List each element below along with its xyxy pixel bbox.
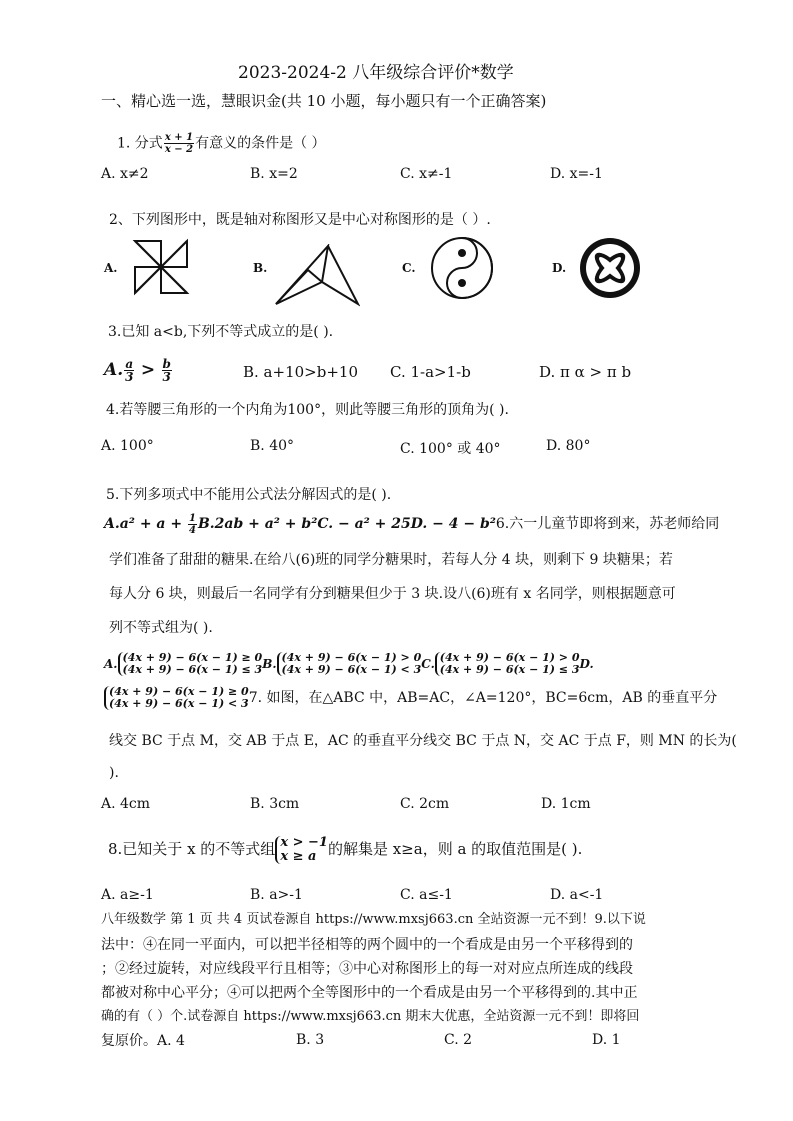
q3-option-a-operator: > xyxy=(140,360,156,380)
q1-fraction xyxy=(164,132,194,155)
q2-label-d: D. xyxy=(552,261,567,275)
q8-ineq-1: x > −1 xyxy=(280,835,328,850)
q6-option-d-label: D. xyxy=(579,657,594,671)
q5-fraction xyxy=(188,513,197,536)
question-5-stem: 5.下列多项式中不能用公式法分解因式的是( ). xyxy=(106,487,392,503)
section-heading: 一、精心选一选，慧眼识金(共 10 小题，每小题只有一个正确答案) xyxy=(101,92,547,110)
q1-option-b: B. x=2 xyxy=(250,166,298,182)
q4-option-b: B. 40° xyxy=(250,438,295,454)
q2-label-a: A. xyxy=(104,261,118,275)
q6-stem-line-4: 列不等式组为( ). xyxy=(109,620,213,636)
q8-suffix: 的解集是 x≥a，则 a 的取值范围是( ). xyxy=(327,840,583,858)
q3-fraction-a xyxy=(124,358,134,383)
question-4-stem: 4.若等腰三角形的一个内角为100°，则此等腰三角形的顶角为( ). xyxy=(106,402,509,418)
q4-option-c: C. 100° 或 40° xyxy=(400,441,501,457)
q1-prefix: 1. 分式 xyxy=(117,135,163,152)
q9-line-4: 都被对称中心平分；④可以把两个全等图形中的一个看成是由另一个平移得到的.其中正 xyxy=(101,985,638,1001)
q1-fraction-numerator: x + 1 xyxy=(164,132,194,143)
q6-option-d-and-q7-line xyxy=(104,685,717,711)
q6-option-d-ineq-2: (4x + 9) − 6(x − 1) < 3 xyxy=(109,697,249,710)
q8-prefix: 8.已知关于 x 的不等式组 xyxy=(108,840,276,858)
q7-stem-line-2: 线交 BC 于点 M，交 AB 于点 E，AC 的垂直平分线交 BC 于点 N，交 AC 于点 F，则 MN 的长为( xyxy=(109,733,737,749)
q4-option-d: D. 80° xyxy=(546,438,591,454)
q9-line-6: 复原价。A. 4 xyxy=(101,1033,185,1049)
q6-option-a-system xyxy=(118,652,263,676)
q7-stem-start: 7. 如图，在△ABC 中，AB=AC，∠A=120°，BC=6cm，AB 的垂直平分 xyxy=(248,690,718,706)
q5-option-a-expression: A.a² + a + xyxy=(104,516,187,532)
q9-option-b: B. 3 xyxy=(296,1032,325,1048)
q8-option-b: B. a>-1 xyxy=(250,887,303,903)
q6-option-b-label: B. xyxy=(262,657,277,671)
q6-stem-start: 6.六一儿童节即将到来，苏老师给同 xyxy=(495,516,720,532)
q2-label-b: B. xyxy=(253,261,268,275)
q6-stem-line-3: 每人分 6 块，则最后一名同学有分到糖果但少于 3 块.设八(6)班有 x 名同学，则根据题意可 xyxy=(109,586,676,602)
q6-option-a-ineq-2: (4x + 9) − 6(x − 1) ≤ 3 xyxy=(122,663,263,676)
q3-option-b: B. a+10>b+10 xyxy=(243,363,358,381)
q6-option-d-ineq-1: (4x + 9) − 6(x − 1) ≥ 0 xyxy=(109,685,249,698)
q8-ineq-2: x ≥ a xyxy=(280,849,317,864)
q6-option-c-ineq-1: (4x + 9) − 6(x − 1) > 0 xyxy=(439,651,580,664)
q6-option-a-ineq-1: (4x + 9) − 6(x − 1) ≥ 0 xyxy=(122,651,263,664)
q3-fraction-b-num: b xyxy=(162,357,171,371)
question-2-stem: 2、下列图形中，既是轴对称图形又是中心对称图形的是（ ）. xyxy=(109,212,491,228)
q5-fraction-den: 4 xyxy=(188,524,196,536)
page-title: 2023-2024-2 八年级综合评价*数学 xyxy=(238,63,514,83)
q1-option-a: A. x≠2 xyxy=(101,166,149,182)
q6-option-d-system xyxy=(104,686,249,710)
q9-option-d: D. 1 xyxy=(592,1032,621,1048)
q1-fraction-denominator: x − 2 xyxy=(164,144,194,155)
q8-option-a: A. a≥-1 xyxy=(101,887,154,903)
q8-system xyxy=(275,836,328,864)
q6-option-b-system xyxy=(277,652,422,676)
q5-fraction-num: 1 xyxy=(188,512,196,524)
q1-option-d: D. x=-1 xyxy=(550,166,603,182)
q9-line-2: 法中：④在同一平面内，可以把半径相等的两个圆中的一个看成是由另一个平移得到的 xyxy=(101,937,633,953)
q7-option-a: A. 4cm xyxy=(101,796,151,812)
q6-option-c-ineq-2: (4x + 9) − 6(x − 1) ≤ 3 xyxy=(439,663,580,676)
q6-options-line xyxy=(104,651,594,677)
q3-option-c: C. 1-a>1-b xyxy=(390,363,471,381)
page-footer-line: 八年级数学 第 1 页 共 4 页试卷源自 https://www.mxsj663.cn 全站资源一元不到！9.以下说 xyxy=(101,912,646,927)
q7-stem-line-3: ). xyxy=(109,765,119,781)
q3-fraction-a-den: 3 xyxy=(125,370,134,384)
pinwheel-figure xyxy=(132,238,190,296)
q3-option-a xyxy=(104,357,173,383)
q4-option-a: A. 100° xyxy=(101,438,154,454)
q7-option-b: B. 3cm xyxy=(250,796,300,812)
q2-label-c: C. xyxy=(402,261,416,275)
question-1-stem xyxy=(117,132,326,155)
q6-stem-line-2: 学们准备了甜甜的糖果.在给八(6)班的同学分糖果时，若每人分 4 块，则剩下 9 块糖果；若 xyxy=(109,552,673,568)
q6-option-b-ineq-1: (4x + 9) − 6(x − 1) > 0 xyxy=(281,651,422,664)
question-8-stem xyxy=(108,834,582,864)
q7-option-d: D. 1cm xyxy=(541,796,591,812)
q5-options-line xyxy=(104,512,719,536)
yin-yang-figure xyxy=(430,236,494,300)
triangle-figure xyxy=(274,244,360,308)
question-3-stem: 3.已知 a<b,下列不等式成立的是( ). xyxy=(108,324,334,340)
q7-option-c: C. 2cm xyxy=(400,796,450,812)
q1-option-c: C. x≠-1 xyxy=(400,166,453,182)
q9-option-c: C. 2 xyxy=(444,1032,473,1048)
q8-option-c: C. a≤-1 xyxy=(400,887,453,903)
q9-line-5: 确的有（ ）个.试卷源自 https://www.mxsj663.cn 期末大优惠，全站资源一元不到！即将回 xyxy=(101,1009,640,1024)
q6-option-a-label: A. xyxy=(104,657,118,671)
q5-other-options: B.2ab + a² + b²C. − a² + 25D. − 4 − b² xyxy=(197,516,496,532)
q6-option-b-ineq-2: (4x + 9) − 6(x − 1) < 3 xyxy=(281,663,422,676)
q1-suffix: 有意义的条件是（ ） xyxy=(195,135,326,152)
q3-fraction-a-num: a xyxy=(125,357,134,371)
q3-option-a-label: A. xyxy=(104,360,124,380)
q9-line-3: ；②经过旋转，对应线段平行且相等；③中心对称图形上的每一对对应点所连成的线段 xyxy=(101,961,633,977)
flower-circle-figure xyxy=(578,236,642,300)
q6-option-c-system xyxy=(435,652,580,676)
q6-option-c-label: C. xyxy=(421,657,435,671)
q8-option-d: D. a<-1 xyxy=(550,887,604,903)
q3-option-d: D. π α > π b xyxy=(539,363,632,381)
q3-fraction-b-den: 3 xyxy=(162,370,171,384)
q3-fraction-b xyxy=(162,358,172,383)
